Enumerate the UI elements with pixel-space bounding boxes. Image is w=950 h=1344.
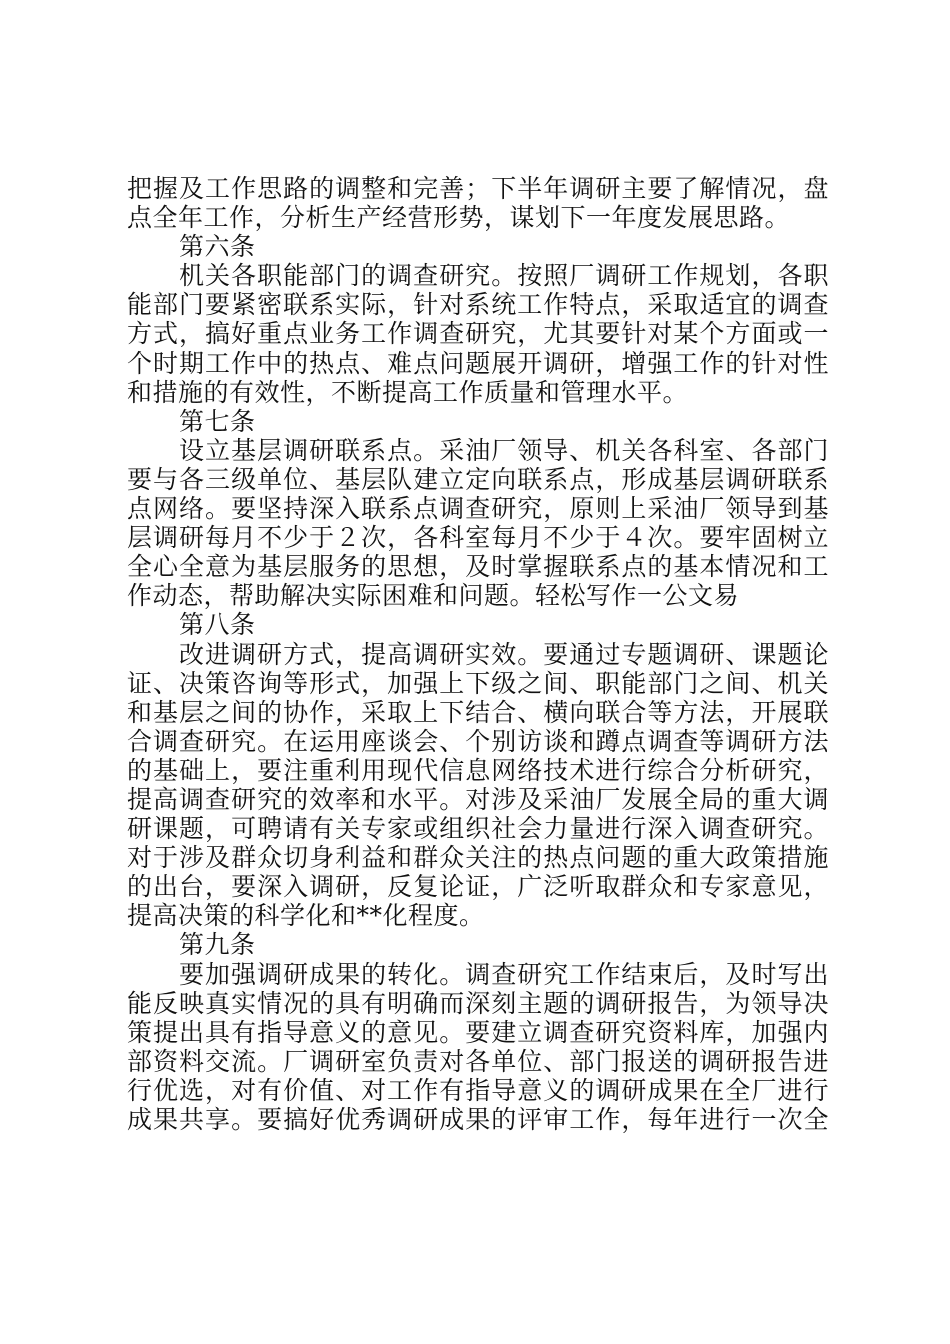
article-heading: 第六条 <box>179 232 256 262</box>
text-line: 行优选，对有价值、对工作有指导意义的调研成果在全厂进行 <box>127 1075 829 1105</box>
text-line: 和基层之间的协作，采取上下结合、横向联合等方法，开展联 <box>127 697 829 727</box>
text-line: 的基础上，要注重利用现代信息网络技术进行综合分析研究， <box>127 755 829 785</box>
text-line: 个时期工作中的热点、难点问题展开调研，增强工作的针对性 <box>127 348 829 378</box>
document-body <box>127 174 829 1134</box>
text-line: 层调研每月不少于２次，各科室每月不少于４次。要牢固树立 <box>127 523 829 553</box>
text-line: 能部门要紧密联系实际，针对系统工作特点，采取适宜的调查 <box>127 290 829 320</box>
text-line: 点全年工作，分析生产经营形势，谋划下一年度发展思路。 <box>127 203 791 233</box>
paragraph-first-line: 要加强调研成果的转化。调查研究工作结束后，及时写出 <box>179 959 829 989</box>
text-line: 能反映真实情况的具有明确而深刻主题的调研报告，为领导决 <box>127 988 829 1018</box>
paragraph-first-line: 设立基层调研联系点。采油厂领导、机关各科室、各部门 <box>179 435 829 465</box>
text-line: 证、决策咨询等形式，加强上下级之间、职能部门之间、机关 <box>127 668 829 698</box>
text-line: 策提出具有指导意义的意见。要建立调查研究资料库，加强内 <box>127 1017 829 1047</box>
text-line: 合调查研究。在运用座谈会、个别访谈和蹲点调查等调研方法 <box>127 726 829 756</box>
article-heading: 第八条 <box>179 610 256 640</box>
text-line: 提高调查研究的效率和水平。对涉及采油厂发展全局的重大调 <box>127 784 829 814</box>
paragraph-first-line: 机关各职能部门的调查研究。按照厂调研工作规划，各职 <box>179 261 829 291</box>
text-line: 的出台，要深入调研，反复论证，广泛听取群众和专家意见， <box>127 872 829 902</box>
text-line: 研课题，可聘请有关专家或组织社会力量进行深入调查研究。 <box>127 814 829 844</box>
text-line: 部资料交流。厂调研室负责对各单位、部门报送的调研报告进 <box>127 1046 829 1076</box>
paragraph-first-line: 改进调研方式，提高调研实效。要通过专题调研、课题论 <box>179 639 829 669</box>
text-line: 和措施的有效性，不断提高工作质量和管理水平。 <box>127 377 689 407</box>
text-line: 把握及工作思路的调整和完善；下半年调研主要了解情况，盘 <box>127 174 829 203</box>
text-line: 作动态，帮助解决实际困难和问题。轻松写作一公文易 <box>127 581 740 611</box>
article-heading: 第七条 <box>179 406 256 436</box>
text-line: 方式，搞好重点业务工作调查研究，尤其要针对某个方面或一 <box>127 319 829 349</box>
text-line: 要与各三级单位、基层队建立定向联系点，形成基层调研联系 <box>127 464 829 494</box>
text-line: 全心全意为基层服务的思想，及时掌握联系点的基本情况和工 <box>127 552 829 582</box>
article-heading: 第九条 <box>179 930 256 960</box>
text-line: 成果共享。要搞好优秀调研成果的评审工作，每年进行一次全 <box>127 1105 829 1134</box>
text-line: 提高决策的科学化和**化程度。 <box>127 901 485 931</box>
text-line: 点网络。要坚持深入联系点调查研究，原则上采油厂领导到基 <box>127 494 829 524</box>
text-line: 对于涉及群众切身利益和群众关注的热点问题的重大政策措施 <box>127 843 829 873</box>
